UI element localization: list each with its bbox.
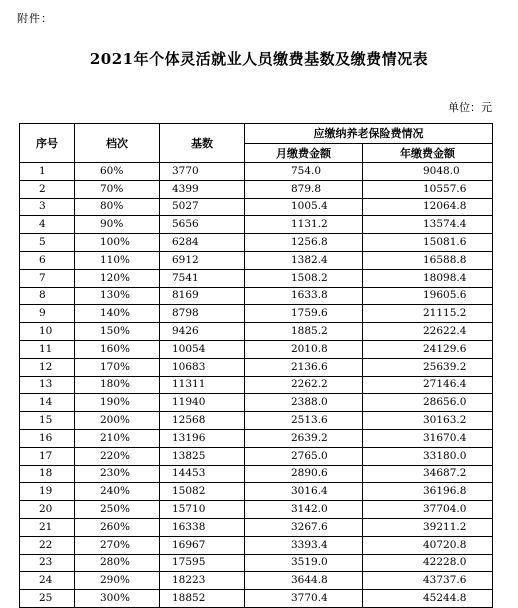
cell-base: 10683	[160, 358, 245, 376]
header-monthly: 月缴费金额	[245, 144, 363, 163]
cell-index: 17	[20, 447, 75, 465]
cell-grade: 220%	[75, 447, 160, 465]
cell-index: 5	[20, 234, 75, 252]
cell-yearly: 19605.6	[363, 287, 493, 305]
table-row	[20, 394, 493, 412]
table-row	[20, 216, 493, 234]
cell-yearly: 12064.8	[363, 198, 493, 216]
table-row	[20, 483, 493, 501]
contribution-table	[19, 123, 493, 608]
cell-yearly: 45244.8	[363, 590, 493, 608]
table-body	[20, 163, 493, 608]
cell-base: 16967	[160, 536, 245, 554]
table-row	[20, 180, 493, 198]
cell-index: 2	[20, 180, 75, 198]
header-index: 序号	[20, 124, 75, 163]
cell-grade: 160%	[75, 340, 160, 358]
cell-monthly: 3267.6	[245, 518, 363, 536]
cell-base: 11311	[160, 376, 245, 394]
cell-base: 13196	[160, 429, 245, 447]
cell-yearly: 30163.2	[363, 412, 493, 430]
cell-monthly: 879.8	[245, 180, 363, 198]
cell-monthly: 1131.2	[245, 216, 363, 234]
table-row	[20, 340, 493, 358]
cell-grade: 60%	[75, 163, 160, 181]
cell-index: 10	[20, 323, 75, 341]
cell-index: 24	[20, 572, 75, 590]
table-row	[20, 412, 493, 430]
cell-grade: 130%	[75, 287, 160, 305]
header-yearly: 年缴费金额	[363, 144, 493, 163]
cell-yearly: 22622.4	[363, 323, 493, 341]
table-row	[20, 447, 493, 465]
cell-base: 6912	[160, 251, 245, 269]
cell-yearly: 18098.4	[363, 269, 493, 287]
cell-grade: 290%	[75, 572, 160, 590]
cell-index: 22	[20, 536, 75, 554]
cell-monthly: 3142.0	[245, 501, 363, 519]
cell-yearly: 15081.6	[363, 234, 493, 252]
cell-monthly: 2136.6	[245, 358, 363, 376]
cell-yearly: 28656.0	[363, 394, 493, 412]
table-row	[20, 269, 493, 287]
cell-grade: 300%	[75, 590, 160, 608]
cell-monthly: 3644.8	[245, 572, 363, 590]
cell-grade: 90%	[75, 216, 160, 234]
cell-base: 5027	[160, 198, 245, 216]
cell-yearly: 36196.8	[363, 483, 493, 501]
cell-grade: 210%	[75, 429, 160, 447]
cell-base: 18852	[160, 590, 245, 608]
table-row	[20, 305, 493, 323]
page-title: 2021年个体灵活就业人员缴费基数及缴费情况表	[89, 50, 429, 68]
cell-monthly: 2765.0	[245, 447, 363, 465]
cell-monthly: 1885.2	[245, 323, 363, 341]
cell-grade: 70%	[75, 180, 160, 198]
cell-grade: 180%	[75, 376, 160, 394]
attachment-note: 附件：	[17, 12, 53, 25]
table-row	[20, 198, 493, 216]
header-pension-group: 应缴纳养老保险费情况	[245, 124, 493, 144]
cell-index: 9	[20, 305, 75, 323]
cell-index: 3	[20, 198, 75, 216]
cell-grade: 260%	[75, 518, 160, 536]
table-row	[20, 501, 493, 519]
cell-monthly: 1382.4	[245, 251, 363, 269]
cell-base: 6284	[160, 234, 245, 252]
table-row	[20, 518, 493, 536]
cell-index: 16	[20, 429, 75, 447]
cell-yearly: 37704.0	[363, 501, 493, 519]
cell-index: 13	[20, 376, 75, 394]
cell-base: 16338	[160, 518, 245, 536]
cell-yearly: 24129.6	[363, 340, 493, 358]
table-row	[20, 376, 493, 394]
table-row	[20, 287, 493, 305]
cell-yearly: 42228.0	[363, 554, 493, 572]
cell-yearly: 9048.0	[363, 163, 493, 181]
cell-monthly: 1633.8	[245, 287, 363, 305]
cell-index: 14	[20, 394, 75, 412]
cell-index: 20	[20, 501, 75, 519]
table-row	[20, 234, 493, 252]
cell-index: 7	[20, 269, 75, 287]
cell-base: 8169	[160, 287, 245, 305]
cell-monthly: 3519.0	[245, 554, 363, 572]
cell-index: 23	[20, 554, 75, 572]
cell-yearly: 25639.2	[363, 358, 493, 376]
cell-index: 6	[20, 251, 75, 269]
cell-yearly: 21115.2	[363, 305, 493, 323]
cell-yearly: 39211.2	[363, 518, 493, 536]
cell-base: 15710	[160, 501, 245, 519]
cell-grade: 120%	[75, 269, 160, 287]
cell-grade: 170%	[75, 358, 160, 376]
cell-grade: 240%	[75, 483, 160, 501]
cell-base: 4399	[160, 180, 245, 198]
cell-index: 18	[20, 465, 75, 483]
table-row	[20, 590, 493, 608]
cell-base: 13825	[160, 447, 245, 465]
cell-monthly: 2890.6	[245, 465, 363, 483]
cell-base: 18223	[160, 572, 245, 590]
cell-yearly: 33180.0	[363, 447, 493, 465]
cell-index: 25	[20, 590, 75, 608]
table-row	[20, 251, 493, 269]
cell-monthly: 2262.2	[245, 376, 363, 394]
cell-index: 12	[20, 358, 75, 376]
cell-base: 14453	[160, 465, 245, 483]
table-row	[20, 554, 493, 572]
cell-grade: 250%	[75, 501, 160, 519]
cell-yearly: 34687.2	[363, 465, 493, 483]
cell-grade: 80%	[75, 198, 160, 216]
cell-monthly: 2010.8	[245, 340, 363, 358]
cell-monthly: 1256.8	[245, 234, 363, 252]
cell-grade: 140%	[75, 305, 160, 323]
cell-index: 1	[20, 163, 75, 181]
cell-index: 21	[20, 518, 75, 536]
cell-monthly: 1759.6	[245, 305, 363, 323]
cell-index: 8	[20, 287, 75, 305]
table-row	[20, 429, 493, 447]
header-row-1	[20, 124, 493, 144]
cell-base: 9426	[160, 323, 245, 341]
cell-yearly: 10557.6	[363, 180, 493, 198]
cell-base: 3770	[160, 163, 245, 181]
cell-yearly: 27146.4	[363, 376, 493, 394]
cell-monthly: 1508.2	[245, 269, 363, 287]
cell-base: 5656	[160, 216, 245, 234]
cell-index: 19	[20, 483, 75, 501]
cell-monthly: 1005.4	[245, 198, 363, 216]
header-base: 基数	[160, 124, 245, 163]
cell-monthly: 754.0	[245, 163, 363, 181]
cell-grade: 270%	[75, 536, 160, 554]
cell-monthly: 3770.4	[245, 590, 363, 608]
table-row	[20, 536, 493, 554]
cell-yearly: 43737.6	[363, 572, 493, 590]
cell-base: 11940	[160, 394, 245, 412]
cell-yearly: 16588.8	[363, 251, 493, 269]
cell-grade: 280%	[75, 554, 160, 572]
cell-grade: 230%	[75, 465, 160, 483]
unit-label: 单位：元	[448, 101, 492, 114]
cell-grade: 110%	[75, 251, 160, 269]
cell-base: 17595	[160, 554, 245, 572]
cell-monthly: 2639.2	[245, 429, 363, 447]
cell-base: 10054	[160, 340, 245, 358]
table-row	[20, 465, 493, 483]
cell-grade: 150%	[75, 323, 160, 341]
cell-grade: 100%	[75, 234, 160, 252]
cell-grade: 190%	[75, 394, 160, 412]
cell-grade: 200%	[75, 412, 160, 430]
cell-monthly: 3393.4	[245, 536, 363, 554]
table-row	[20, 163, 493, 181]
header-grade: 档次	[75, 124, 160, 163]
table-row	[20, 358, 493, 376]
cell-index: 4	[20, 216, 75, 234]
cell-monthly: 2388.0	[245, 394, 363, 412]
cell-base: 8798	[160, 305, 245, 323]
table-row	[20, 572, 493, 590]
cell-monthly: 2513.6	[245, 412, 363, 430]
cell-base: 7541	[160, 269, 245, 287]
cell-yearly: 13574.4	[363, 216, 493, 234]
cell-base: 12568	[160, 412, 245, 430]
cell-yearly: 31670.4	[363, 429, 493, 447]
cell-monthly: 3016.4	[245, 483, 363, 501]
cell-base: 15082	[160, 483, 245, 501]
cell-index: 15	[20, 412, 75, 430]
table-row	[20, 323, 493, 341]
cell-yearly: 40720.8	[363, 536, 493, 554]
cell-index: 11	[20, 340, 75, 358]
